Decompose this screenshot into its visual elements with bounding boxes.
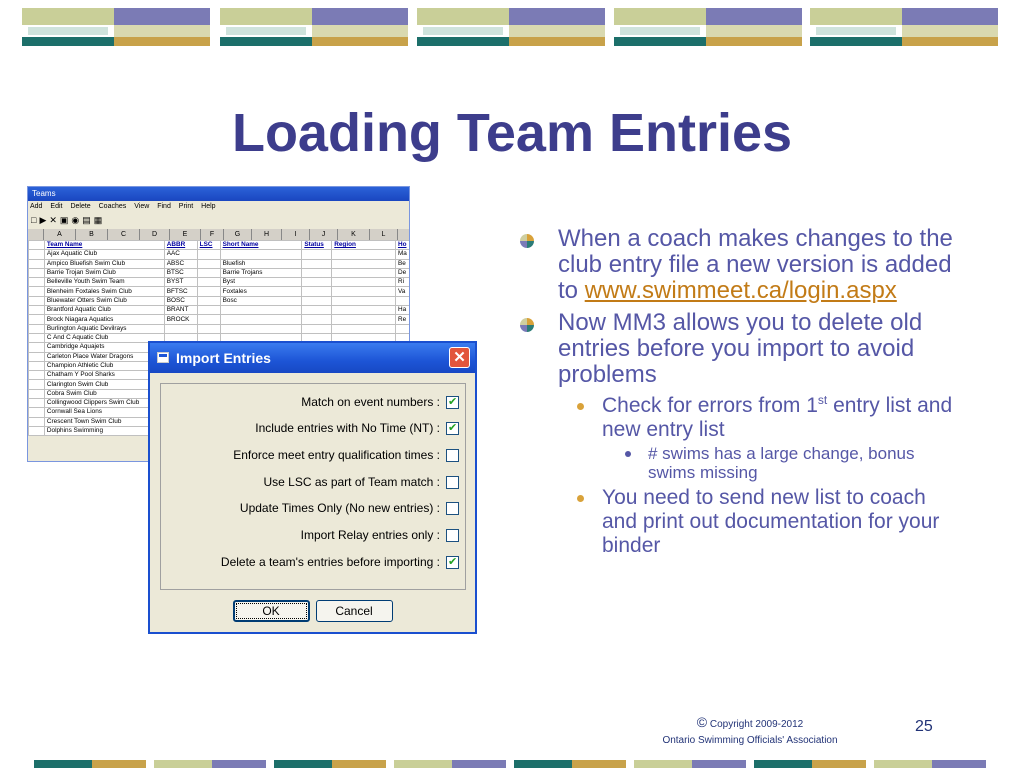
checkbox[interactable] (446, 449, 459, 462)
grid-cell: Ampico Bluefish Swim Club (44, 259, 164, 268)
grid-cell (197, 268, 220, 277)
row-number-cell (29, 417, 45, 426)
bullet-marker-icon (520, 234, 534, 248)
copyright-footer (600, 714, 900, 749)
grid-cell (197, 296, 220, 305)
cancel-button[interactable]: Cancel (316, 600, 393, 622)
grid-cell (197, 287, 220, 296)
grid-cell: Cambridge Aquajets (44, 343, 164, 352)
grid-cell: Ri (395, 278, 410, 287)
bullet-text: Check for errors from 1 (602, 394, 818, 417)
grid-cell: Barrie Trojan Swim Club (44, 268, 164, 277)
row-number-cell (29, 333, 45, 342)
grid-cell: AAC (164, 250, 197, 259)
row-number-cell (29, 371, 45, 380)
column-letter: D (140, 229, 170, 240)
grid-cell: Collingwood Clippers Swim Club (44, 399, 164, 408)
option-use-lsc[interactable] (263, 475, 465, 489)
grid-cell (197, 324, 220, 333)
bullet-marker-icon (520, 318, 534, 332)
row-number-cell (29, 389, 45, 398)
grid-cell (302, 259, 332, 268)
row-number-cell (29, 278, 45, 287)
dialog-buttons (150, 600, 475, 622)
checkbox[interactable] (446, 422, 459, 435)
new-icon[interactable]: □ (31, 215, 40, 225)
window-icon (157, 352, 169, 363)
sub-bullet-dot-icon (577, 403, 584, 410)
column-letter-header (28, 229, 410, 240)
grid-cell (395, 324, 410, 333)
grid-cell: Cornwall Sea Lions (44, 408, 164, 417)
grid-cell (332, 324, 396, 333)
teams-menu-bar (28, 201, 409, 213)
table-row[interactable] (29, 287, 411, 296)
option-update-times-only[interactable] (240, 501, 465, 515)
sub-bullet-item (516, 486, 956, 558)
sub-bullet-dot-icon (577, 495, 584, 502)
grid-cell: Foxtales (220, 287, 302, 296)
copyright-icon: © (696, 714, 708, 730)
row-number-cell (29, 361, 45, 370)
grid-cell: Bosc (220, 296, 302, 305)
row-number-cell (29, 250, 45, 259)
column-letter: I (282, 229, 310, 240)
row-number-cell (29, 408, 45, 417)
grid-cell: ABSC (164, 259, 197, 268)
grid-cell (332, 287, 396, 296)
grid-cell (302, 287, 332, 296)
grid-cell: BYST (164, 278, 197, 287)
table-row[interactable] (29, 268, 411, 277)
column-letter: H (252, 229, 282, 240)
grid-cell (302, 324, 332, 333)
grid-cell (197, 259, 220, 268)
bullet-item (516, 310, 956, 388)
decor-tile (810, 8, 998, 46)
grid-cell (197, 315, 220, 324)
grid-cell: Status (302, 241, 332, 250)
row-number-cell (29, 306, 45, 315)
sub-sub-bullet-dot-icon (625, 451, 631, 457)
column-letter: A (44, 229, 76, 240)
bullet-text: Now MM3 allows you to delete old entries before you import to avoid problems (558, 309, 923, 388)
grid-cell: Champion Athletic Club (44, 361, 164, 370)
grid-cell: Ma (395, 250, 410, 259)
grid-cell (302, 306, 332, 315)
grid-cell: Dolphins Swimming (44, 426, 164, 435)
row-number-cell (29, 241, 45, 250)
table-row[interactable] (29, 324, 411, 333)
row-number-cell (29, 296, 45, 305)
grid-cell: Belleville Youth Swim Team (44, 278, 164, 287)
column-letter: E (170, 229, 201, 240)
superscript: st (817, 393, 828, 407)
grid-cell (220, 250, 302, 259)
row-number-cell (29, 426, 45, 435)
grid-cell: Crescent Town Swim Club (44, 417, 164, 426)
grid-cell (302, 296, 332, 305)
checkbox[interactable] (446, 396, 459, 409)
checkbox[interactable] (446, 476, 459, 489)
grid-cell: BOSC (164, 296, 197, 305)
organization-name: Ontario Swimming Officials' Association (662, 735, 838, 746)
grid-cell: Ho (395, 241, 410, 250)
bullet-text: entry list and new entry list (602, 394, 953, 441)
decor-tile (220, 8, 408, 46)
grid-cell: Region (332, 241, 396, 250)
column-letter: G (224, 229, 252, 240)
grid-cell (302, 278, 332, 287)
menu-item-delete[interactable]: Delete (70, 203, 91, 210)
column-letter: J (310, 229, 338, 240)
menu-item-view[interactable]: View (134, 203, 150, 210)
row-number-cell (29, 315, 45, 324)
grid-cell (332, 259, 396, 268)
row-number-cell (29, 268, 45, 277)
option-label: Enforce meet entry qualification times : (233, 448, 440, 462)
import-entries-dialog (148, 341, 477, 634)
bullet-item (516, 226, 956, 304)
option-label: Use LSC as part of Team match : (263, 475, 440, 489)
grid-cell: Re (395, 315, 410, 324)
top-decorative-bar (22, 8, 1002, 46)
grid-cell: Byst (220, 278, 302, 287)
decor-tile (614, 8, 802, 46)
grid-cell: ABBR (164, 241, 197, 250)
grid-cell: Bluefish (220, 259, 302, 268)
grid-cell: Cobra Swim Club (44, 389, 164, 398)
grid-cell: Burlington Aquatic Devilrays (44, 324, 164, 333)
checkbox[interactable] (446, 556, 459, 569)
grid-cell (302, 315, 332, 324)
bullet-text: When a coach makes changes to the club entry file a new version is added to (558, 225, 953, 304)
grid-cell: BROCK (164, 315, 197, 324)
grid-cell: BFTSC (164, 287, 197, 296)
sub-bullet-item (516, 394, 956, 442)
grid-cell: Be (395, 259, 410, 268)
menu-item-edit[interactable]: Edit (50, 203, 63, 210)
grid-cell (302, 268, 332, 277)
menu-item-coaches[interactable]: Coaches (98, 203, 127, 210)
grid-cell (332, 250, 396, 259)
grid-cell: Ajax Aquatic Club (44, 250, 164, 259)
grid-cell: Short Name (220, 241, 302, 250)
save-icon[interactable]: ▣ (59, 215, 72, 225)
grid-cell: Brantford Aquatic Club (44, 306, 164, 315)
option-label: Delete a team's entries before importing : (220, 555, 440, 569)
table-row[interactable] (29, 250, 411, 259)
grid-cell (332, 315, 396, 324)
page-number: 25 (915, 718, 933, 735)
grid-cell (197, 278, 220, 287)
grid-cell (197, 306, 220, 315)
grid-cell (332, 296, 396, 305)
table-row[interactable] (29, 259, 411, 268)
menu-item-add[interactable]: Add (30, 203, 43, 210)
table-row[interactable] (29, 296, 411, 305)
row-number-cell (29, 399, 45, 408)
binoculars-icon[interactable]: ◉ (71, 215, 83, 225)
grid-cell (220, 306, 302, 315)
export-icon[interactable]: ▦ (93, 215, 106, 225)
option-delete-before-import[interactable] (221, 555, 465, 569)
bullet-text: You need to send new list to coach and print out documentation for your binder (602, 486, 940, 557)
grid-cell (302, 250, 332, 259)
grid-cell (220, 315, 302, 324)
close-button[interactable]: ✕ (449, 347, 470, 368)
grid-cell (395, 296, 410, 305)
option-include-no-time[interactable] (255, 421, 465, 435)
grid-cell (220, 324, 302, 333)
grid-cell: C And C Aquatic Club (44, 333, 164, 342)
grid-cell (332, 278, 396, 287)
grid-cell (332, 268, 396, 277)
decor-tile (22, 8, 210, 46)
menu-item-find[interactable]: Find (157, 203, 171, 210)
row-number-cell (29, 259, 45, 268)
slide-title: Loading Team Entries (231, 103, 793, 163)
column-letter: K (338, 229, 370, 240)
option-label: Include entries with No Time (NT) : (255, 421, 440, 435)
grid-cell: Bluewater Otters Swim Club (44, 296, 164, 305)
row-number-cell (29, 352, 45, 361)
bullet-list (516, 226, 956, 560)
table-row[interactable] (29, 306, 411, 315)
row-number-cell (29, 287, 45, 296)
teams-title: Teams (32, 189, 56, 198)
option-label: Import Relay entries only : (300, 528, 440, 542)
grid-cell: De (395, 268, 410, 277)
option-enforce-qualification[interactable] (233, 448, 465, 462)
column-letter: L (370, 229, 398, 240)
row-number-cell (29, 343, 45, 352)
row-number-cell (29, 324, 45, 333)
grid-header-row[interactable] (29, 241, 411, 250)
grid-cell (332, 306, 396, 315)
table-row[interactable] (29, 278, 411, 287)
grid-cell: LSC (197, 241, 220, 250)
ok-button[interactable]: OK (233, 600, 310, 622)
grid-cell: BTSC (164, 268, 197, 277)
delete-icon[interactable]: ✕ (49, 215, 60, 225)
option-label: Match on event numbers : (301, 395, 440, 409)
bottom-decorative-bar (34, 760, 1014, 768)
grid-cell: Clarington Swim Club (44, 380, 164, 389)
grid-cell: Carleton Place Water Dragons (44, 352, 164, 361)
grid-cell: Va (395, 287, 410, 296)
open-icon[interactable]: ▶ (39, 215, 50, 225)
menu-item-help[interactable]: Help (201, 203, 216, 210)
grid-cell: Chatham Y Pool Sharks (44, 371, 164, 380)
teams-toolbar (28, 213, 409, 227)
dialog-title-bar (150, 343, 475, 373)
dialog-title: Import Entries (176, 350, 271, 366)
column-letter: F (201, 229, 224, 240)
grid-cell: Team Name (44, 241, 164, 250)
printer-icon[interactable]: ▤ (82, 215, 94, 225)
teams-title-bar (28, 187, 409, 201)
option-import-relay-only[interactable] (301, 528, 465, 542)
grid-cell: Barrie Trojans (220, 268, 302, 277)
options-group (160, 383, 466, 590)
bullet-text: # swims has a large change, bonus swims missing (648, 444, 915, 482)
grid-cell (164, 324, 197, 333)
grid-cell: BRANT (164, 306, 197, 315)
checkbox[interactable] (446, 529, 459, 542)
decor-tile (417, 8, 605, 46)
option-label: Update Times Only (No new entries) : (239, 501, 440, 515)
checkbox[interactable] (446, 502, 459, 515)
option-match-event-numbers[interactable] (301, 395, 465, 409)
grid-cell: Brock Niagara Aquatics (44, 315, 164, 324)
column-letter: C (108, 229, 140, 240)
copyright-text: Copyright 2009-2012 (709, 719, 804, 730)
grid-cell (197, 250, 220, 259)
swimmeet-link[interactable]: www.swimmeet.ca/login.aspx (584, 277, 897, 304)
grid-cell: Blenheim Foxtales Swim Club (44, 287, 164, 296)
row-number-cell (29, 380, 45, 389)
menu-item-print[interactable]: Print (178, 203, 194, 210)
column-letter: B (76, 229, 108, 240)
sub-sub-bullet-item (516, 444, 956, 482)
table-row[interactable] (29, 315, 411, 324)
grid-cell: Ha (395, 306, 410, 315)
